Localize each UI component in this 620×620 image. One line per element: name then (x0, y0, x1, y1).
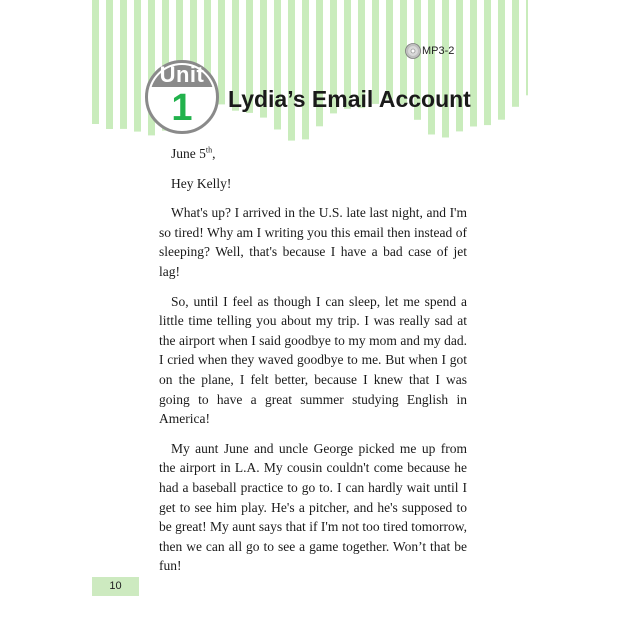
header-stripe (470, 0, 477, 127)
header-stripe (428, 0, 435, 135)
date-suffix: th (205, 145, 213, 155)
letter-paragraph-2: So, until I feel as though I can sleep, let me spend a little time telling you about my trip. I was really sad at the airport when I said goodbye to my mom and my dad. I cried when they waved goodbye to me. But when I got on the plane, I felt better, because I knew that I was going to have a great summer studying English in America! (159, 293, 467, 427)
header-stripe (498, 0, 505, 120)
date-day: June 5 (171, 146, 206, 161)
header-stripe (288, 0, 295, 141)
textbook-page (92, 0, 528, 620)
header-stripe (302, 0, 309, 139)
letter-date (159, 144, 467, 164)
header-stripe (484, 0, 491, 125)
header-stripe (106, 0, 113, 129)
header-stripe (92, 0, 99, 124)
unit-word: Unit (159, 62, 205, 87)
page-number: 10 (109, 580, 122, 592)
letter-paragraph-1: What's up? I arrived in the U.S. late last night, and I'm so tired! Why am I writing you this email then instead of sleeping? Well, that's because I have a bad case of jet lag! (159, 205, 467, 279)
letter-greeting: Hey Kelly! (171, 175, 232, 191)
header-stripe (512, 0, 519, 107)
unit-number: 1 (171, 87, 193, 129)
letter-paragraph-3: My aunt June and uncle George picked me up from the airport in L.A. My cousin couldn't come because he had a baseball practice to go to. I can hardly wait until I get to see him play. He's a pitcher, and he's supposed to be great! My aunt says that if I'm not too tired tomorrow, then we can all go to see a game together. Won’t that be fun! (159, 440, 467, 574)
header-stripe (120, 0, 127, 129)
cd-disc-icon[interactable] (405, 43, 421, 59)
audio-track-label: MP3-2 (422, 45, 455, 57)
page-title: Lydia’s Email Account (228, 86, 471, 112)
header-stripe (134, 0, 141, 132)
date-comma: , (212, 146, 216, 161)
letter-body (159, 144, 467, 586)
header-stripe (218, 0, 225, 104)
header-stripe (526, 0, 528, 95)
header-stripe (442, 0, 449, 138)
